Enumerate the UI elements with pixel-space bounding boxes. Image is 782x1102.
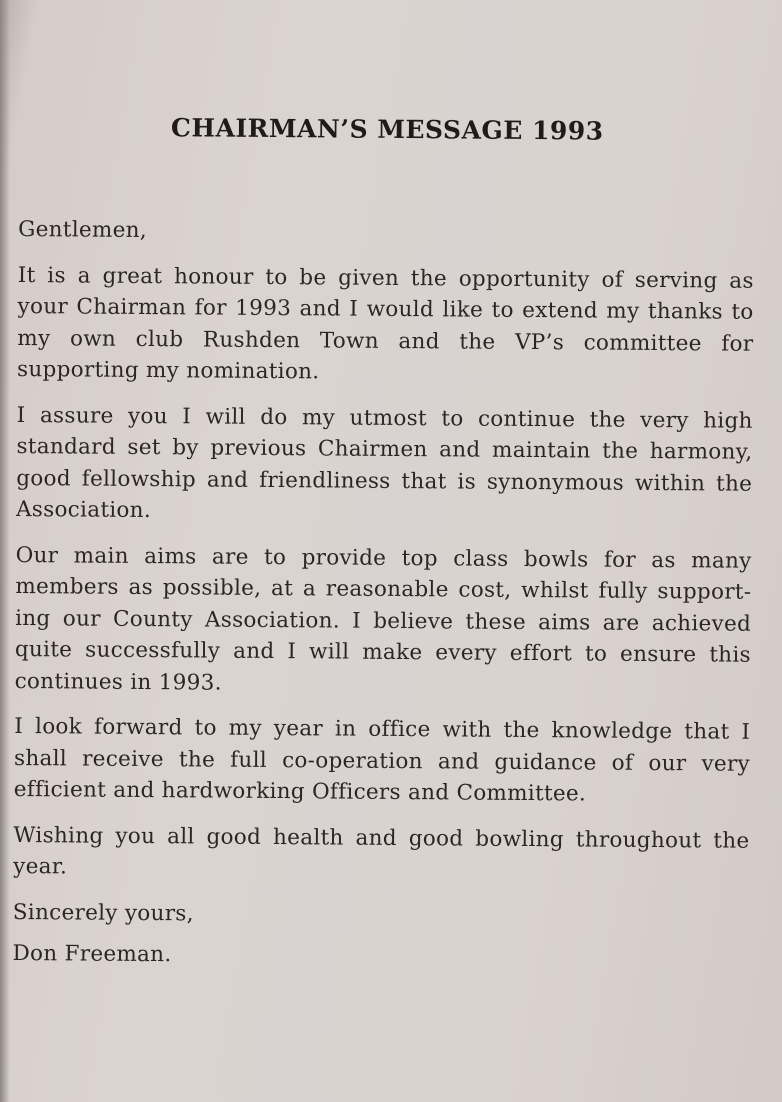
closing: Sincerely yours, bbox=[12, 899, 194, 926]
paragraph-3: Our main aims are to provide top class bowls for as many members as possible, at a reasonable cost, whilst fully support-ing our County Association. I believe these aims are achieved quite successfully and I will make every effort to ensure this continues in 1993. bbox=[14, 542, 752, 696]
paragraph-5: Wishing you all good health and good bowling throughout the year. bbox=[13, 822, 750, 880]
paragraph-2: I assure you I will do my utmost to continue the very high standard set by previous Chairmen and maintain the harmony, good fellowship and friendliness that is synonymous within the Association. bbox=[15, 402, 753, 524]
signature: Don Freeman. bbox=[12, 940, 172, 968]
letter-body bbox=[12, 214, 754, 989]
salutation: Gentlemen, bbox=[18, 216, 148, 244]
letter-content bbox=[12, 0, 756, 968]
paragraph-1: It is a great honour to be given the opportunity of serving as your Chairman for 1993 and I would like to extend my thanks to my own club Rushden Town and the VP’s committee for supporting my nomination. bbox=[16, 262, 754, 385]
paragraph-4: I look forward to my year in office with the knowledge that I shall receive the full co-operation and guidance of our very efficient and hardworking Officers and Committee. bbox=[13, 713, 751, 807]
page-title: CHAIRMAN’S MESSAGE 1993 bbox=[170, 113, 604, 146]
